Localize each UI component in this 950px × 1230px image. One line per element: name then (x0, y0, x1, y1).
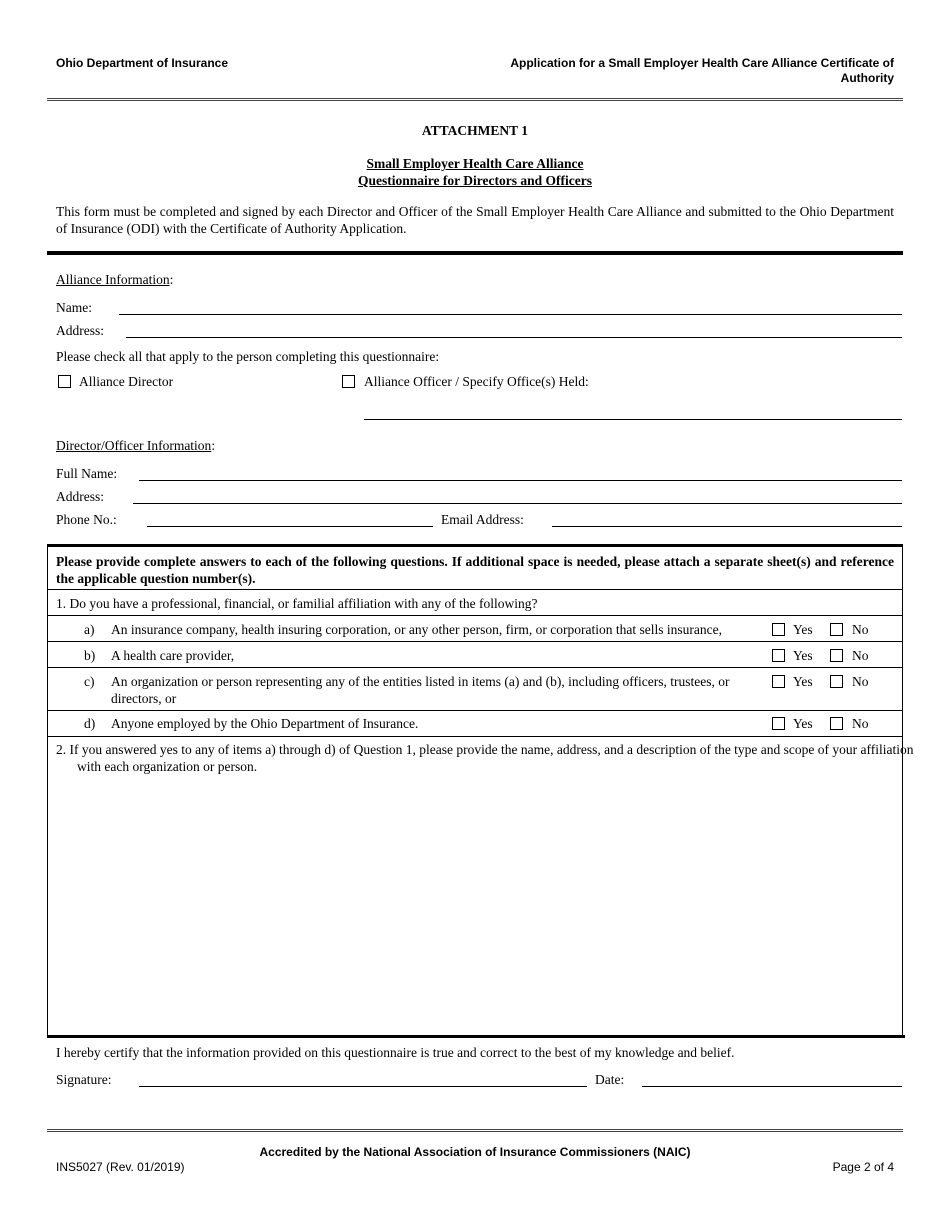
item-d-yes-checkbox[interactable] (772, 717, 785, 730)
subtitle-1: Small Employer Health Care Alliance (366, 156, 584, 171)
signature-field[interactable] (139, 1086, 587, 1087)
alliance-name-label: Name: (56, 300, 92, 315)
item-d-letter: d) (84, 716, 96, 731)
certification-text: I hereby certify that the information provided on this questionnaire is true and correct to the best of my knowledge and belief. (56, 1045, 735, 1060)
footer-accredited: Accredited by the National Association of Insurance Commissioners (NAIC) (259, 1145, 691, 1159)
email-field[interactable] (552, 526, 902, 527)
item-d-text: Anyone employed by the Ohio Department of Insurance. (111, 716, 419, 731)
item-d-no-label: No (852, 716, 869, 731)
office-held-field[interactable] (364, 419, 902, 420)
row-divider (47, 710, 903, 711)
intro-text: This form must be completed and signed by each Director and Officer of the Small Employer Health Care Alliance and submitted to the Ohio Department of Insurance (ODI) with the Certificate of Authority Application. (56, 204, 894, 236)
fullname-label: Full Name: (56, 466, 118, 481)
item-a-no-label: No (852, 622, 869, 637)
alliance-name-field[interactable] (119, 314, 902, 315)
date-label: Date: (595, 1072, 625, 1087)
alliance-officer-label: Alliance Officer / Specify Office(s) Held: (364, 374, 589, 389)
item-b-text: A health care provider, (111, 648, 235, 663)
header-divider (47, 98, 903, 101)
alliance-heading: Alliance Information: (56, 272, 174, 287)
alliance-address-field[interactable] (126, 337, 902, 338)
table-left-border (47, 547, 48, 1037)
table-right-border (902, 547, 903, 1037)
instructions-text: Please provide complete answers to each of the following questions. If additional space is needed, please attach a separate sheet(s) and reference the applicable question number(s). (56, 554, 894, 586)
director-address-field[interactable] (133, 503, 902, 504)
director-heading: Director/Officer Information: (56, 438, 216, 453)
row-divider (47, 736, 903, 737)
alliance-heading-text: Alliance Information (56, 272, 170, 287)
phone-field[interactable] (147, 526, 433, 527)
item-b-no-checkbox[interactable] (830, 649, 843, 662)
item-c-no-checkbox[interactable] (830, 675, 843, 688)
question-1: 1. Do you have a professional, financial, or familial affiliation with any of the following? (56, 596, 538, 611)
item-b-letter: b) (84, 648, 96, 663)
item-a-no-checkbox[interactable] (830, 623, 843, 636)
item-c-text: An organization or person representing any of the entities listed in items (a) and (b), including officers, trustees, or directors, or (111, 674, 730, 706)
alliance-director-label: Alliance Director (79, 374, 174, 389)
item-d-yes-label: Yes (793, 716, 813, 731)
row-divider (47, 641, 903, 642)
section-divider-top (47, 251, 903, 255)
table-top-border (47, 544, 903, 547)
footer-form-id: INS5027 (Rev. 01/2019) (56, 1160, 185, 1174)
header-right-line1: Application for a Small Employer Health Care Alliance Certificate of (510, 56, 894, 70)
item-c-letter: c) (84, 674, 95, 689)
check-prompt: Please check all that apply to the person completing this questionnaire: (56, 349, 440, 364)
item-c-yes-label: Yes (793, 674, 813, 689)
row-divider (47, 667, 903, 668)
phone-label: Phone No.: (56, 512, 117, 527)
date-field[interactable] (642, 1086, 902, 1087)
item-c-no-label: No (852, 674, 869, 689)
item-c-yes-checkbox[interactable] (772, 675, 785, 688)
row-divider (47, 589, 903, 590)
table-bottom-border (47, 1035, 905, 1038)
alliance-officer-checkbox[interactable] (342, 375, 355, 388)
item-a-letter: a) (84, 622, 95, 637)
item-a-text: An insurance company, health insuring corporation, or any other person, firm, or corporation that sells insurance, (111, 622, 722, 637)
question-2-answer-area[interactable] (56, 784, 894, 1029)
row-divider (47, 615, 903, 616)
item-d-no-checkbox[interactable] (830, 717, 843, 730)
director-heading-text: Director/Officer Information (56, 438, 212, 453)
footer-page-number: Page 2 of 4 (832, 1160, 894, 1174)
item-b-yes-checkbox[interactable] (772, 649, 785, 662)
subtitle-2: Questionnaire for Directors and Officers (358, 173, 592, 188)
item-b-yes-label: Yes (793, 648, 813, 663)
item-a-yes-label: Yes (793, 622, 813, 637)
question-2: 2. If you answered yes to any of items a) through d) of Question 1, please provide the name, address, and a description of the type and scope of your affiliation with each organization or person. (56, 742, 914, 774)
alliance-address-label: Address: (56, 323, 104, 338)
header-left: Ohio Department of Insurance (56, 56, 229, 70)
header-right (374, 56, 894, 86)
attachment-title: ATTACHMENT 1 (421, 123, 529, 138)
director-address-label: Address: (56, 489, 104, 504)
email-label: Email Address: (441, 512, 524, 527)
fullname-field[interactable] (139, 480, 902, 481)
signature-label: Signature: (56, 1072, 112, 1087)
header-right-line2: Authority (840, 71, 894, 85)
item-a-yes-checkbox[interactable] (772, 623, 785, 636)
footer-divider (47, 1129, 903, 1132)
alliance-director-checkbox[interactable] (58, 375, 71, 388)
item-b-no-label: No (852, 648, 869, 663)
